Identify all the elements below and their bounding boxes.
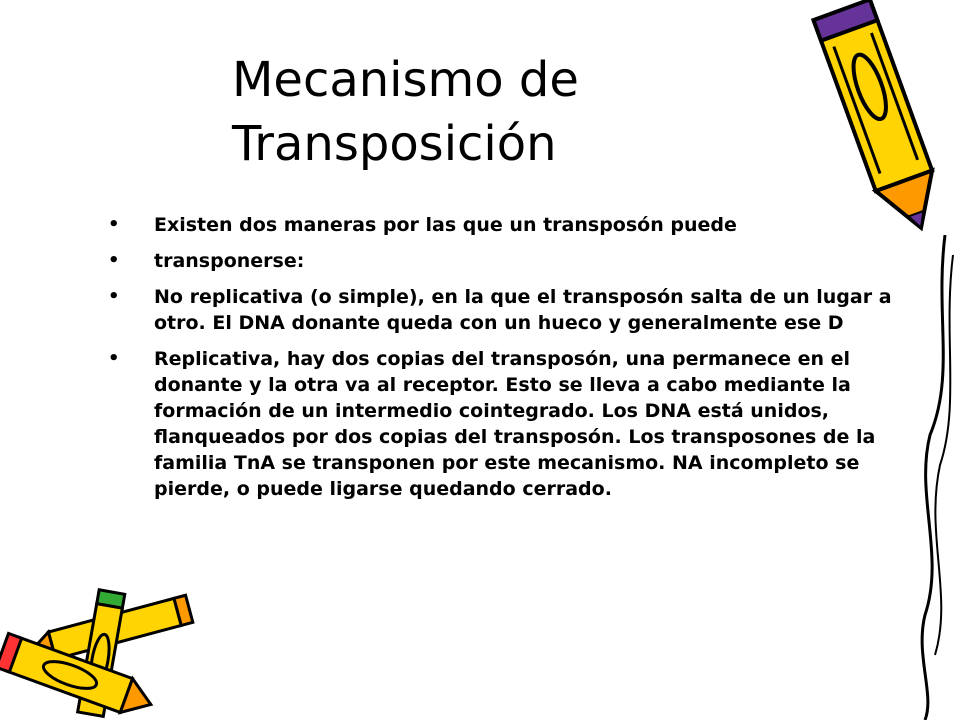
- title-line-1: Mecanismo de: [232, 52, 579, 108]
- bullet-dot: •: [108, 286, 120, 307]
- bullet-text: transponerse:: [154, 250, 305, 272]
- title-line-2: Transposición: [232, 116, 557, 172]
- bullet-dot: •: [108, 214, 120, 235]
- edge-stroke: [905, 235, 960, 720]
- bullet-dot: •: [108, 250, 120, 271]
- bullet-text: Existen dos maneras por las que un transposón puede: [154, 214, 737, 236]
- bullet-text: No replicativa (o simple), en la que el transposón salta de un lugar a otro. El DNA donante queda con un hueco y generalmente ese D: [154, 286, 892, 334]
- crayon-icon: [800, 0, 960, 235]
- bullet-item: [108, 346, 913, 502]
- bullet-item: [108, 284, 913, 336]
- bullet-text: Replicativa, hay dos copias del transposón, una permanece en el donante y la otra va al receptor. Esto se lleva a cabo mediante la formación de un intermedio cointegrado. Los DNA está unidos, flanqueados por dos copias del transposón. Los transposones de la familia TnA se transponen por este mecanismo. NA incompleto se pierde, o puede ligarse quedando cerrado.: [154, 348, 876, 500]
- bullet-item: [108, 248, 913, 274]
- bullet-item: [108, 212, 913, 238]
- bullet-list: [108, 212, 913, 512]
- slide-title: [232, 48, 792, 176]
- crayons-icon: [0, 580, 200, 720]
- bullet-dot: •: [108, 348, 120, 369]
